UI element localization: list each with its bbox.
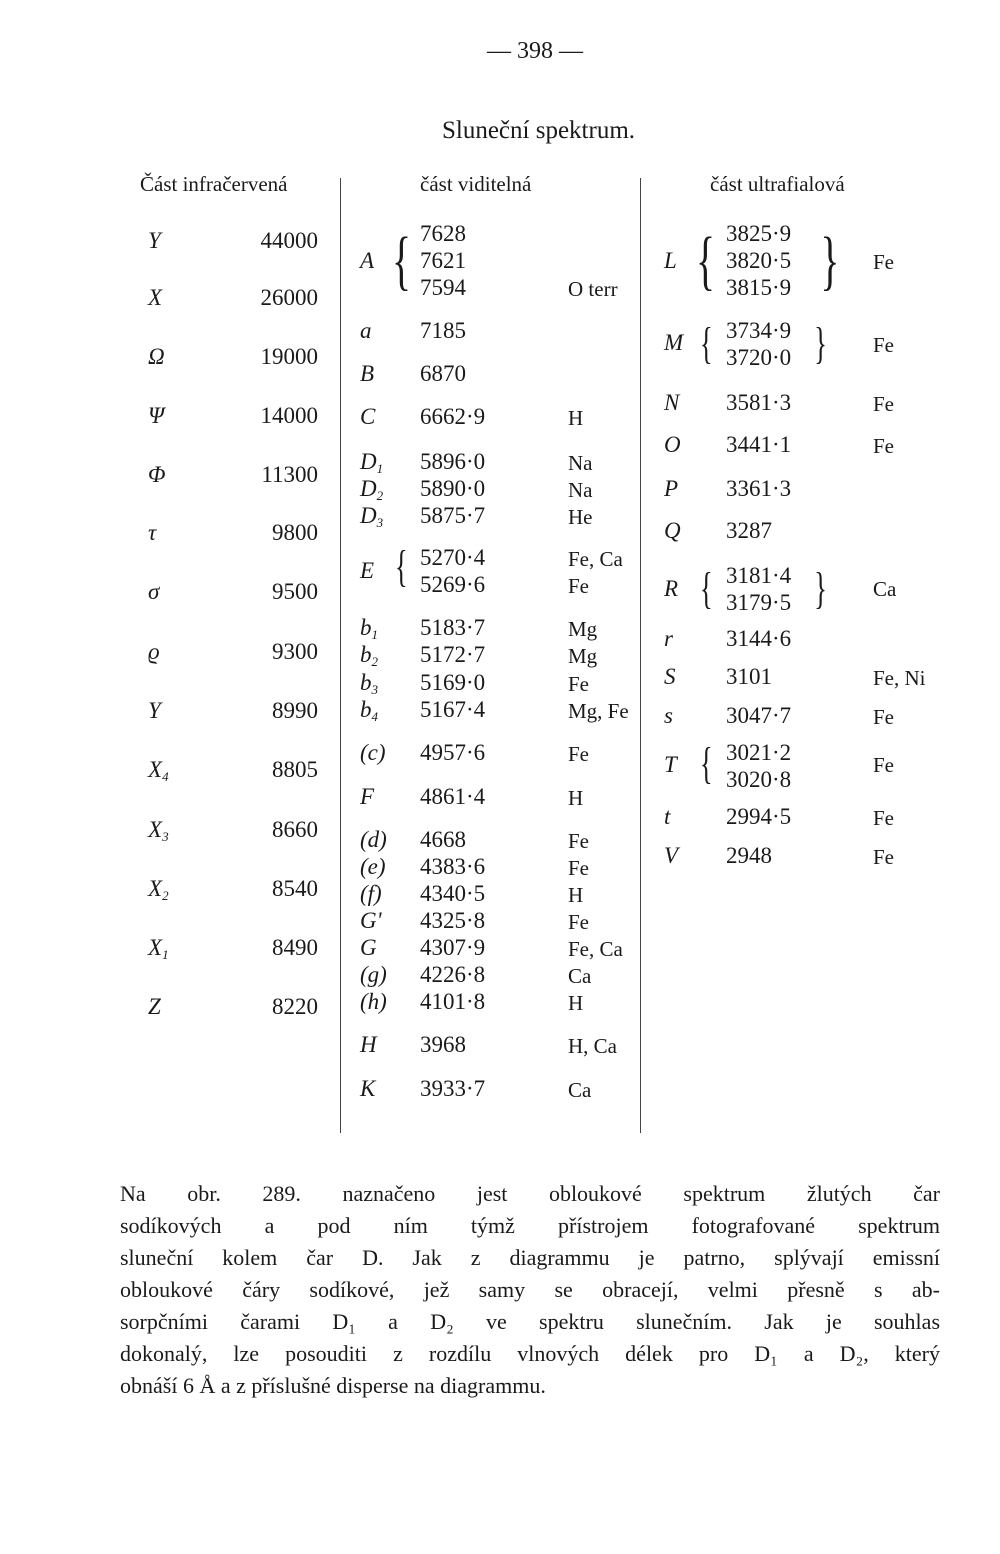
infrared-line-symbol: Φ	[148, 462, 166, 487]
visible-wavelength: 7621	[420, 248, 466, 273]
visible-line-symbol: G	[360, 935, 377, 960]
infrared-wavelength: 9800	[272, 520, 318, 545]
visible-element: Na	[568, 451, 593, 475]
visible-wavelength: 4383·6	[420, 854, 486, 879]
brace-l-open: {	[696, 224, 716, 297]
infrared-line-symbol: X	[148, 285, 163, 310]
ultraviolet-wavelength: 2948	[726, 843, 772, 868]
ultraviolet-wavelength: 3734·9	[726, 318, 792, 343]
visible-element: Na	[568, 478, 593, 502]
ultraviolet-wavelength: 3441·1	[726, 432, 792, 457]
visible-element: H	[568, 786, 584, 810]
body-paragraph	[120, 1178, 940, 1402]
visible-line-symbol: $b_3$	[360, 670, 378, 697]
visible-wavelength: 4325·8	[420, 908, 486, 933]
ultraviolet-line-symbol: S	[664, 664, 676, 689]
paragraph-line: sorpčními čarami D₁ a D₂ ve spektru slunečním. Jak je souhlas	[120, 1309, 940, 1334]
infrared-line-symbol: Υ	[148, 228, 161, 253]
ultraviolet-wavelength: 3815·9	[726, 275, 792, 300]
visible-wavelength: 3933·7	[420, 1076, 486, 1101]
visible-line-symbol: (e)	[360, 854, 386, 879]
visible-wavelength: 3968	[420, 1032, 466, 1057]
ultraviolet-element: Fe	[873, 806, 894, 830]
visible-wavelength: 4340·5	[420, 881, 486, 906]
visible-line-symbol: G'	[360, 908, 382, 933]
ultraviolet-element: Fe, Ni	[873, 666, 926, 690]
infrared-line-symbol: τ	[148, 520, 157, 545]
infrared-wavelength: 8990	[272, 698, 318, 723]
ultraviolet-element: Fe	[873, 705, 894, 729]
brace-e: {	[395, 542, 408, 591]
infrared-line-symbol: $X_1$	[148, 935, 169, 962]
visible-wavelength: 6662·9	[420, 404, 486, 429]
ultraviolet-wavelength: 3287	[726, 518, 772, 543]
visible-element: H, Ca	[568, 1034, 617, 1058]
infrared-wavelength: 9300	[272, 639, 318, 664]
visible-line-symbol: $D_2$	[360, 476, 384, 503]
visible-line-symbol: F	[360, 784, 375, 809]
ultraviolet-wavelength: 3179·5	[726, 590, 792, 615]
visible-wavelength: 6870	[420, 361, 466, 386]
visible-element: Mg	[568, 617, 598, 641]
infrared-wavelength: 26000	[260, 285, 318, 310]
infrared-line-symbol: Ψ	[148, 403, 165, 428]
visible-line-symbol: $b_4$	[360, 697, 378, 724]
visible-element: Fe	[568, 910, 589, 934]
paragraph-line: sluneční kolem čar D. Jak z diagrammu je patrno, splývají emissní	[120, 1245, 940, 1270]
paragraph-line: obloukové čáry sodíkové, jež samy se obracejí, velmi přesně s ab-	[120, 1277, 940, 1302]
ultraviolet-wavelength: 3021·2	[726, 740, 792, 765]
visible-line-symbol: E	[360, 558, 375, 583]
visible-wavelength: 7185	[420, 318, 466, 343]
visible-wavelength: 5269·6	[420, 572, 486, 597]
visible-wavelength: 4226·8	[420, 962, 486, 987]
visible-element: H	[568, 991, 584, 1015]
brace-m-open: {	[700, 319, 713, 368]
visible-wavelength: 5270·4	[420, 545, 486, 570]
visible-element: H	[568, 406, 584, 430]
ultraviolet-element: Fe	[873, 250, 894, 274]
brace-t-open: {	[700, 739, 713, 788]
ultraviolet-line-symbol: V	[664, 843, 679, 868]
brace-l-close: {	[820, 224, 840, 297]
visible-element: Fe, Ca	[568, 547, 623, 571]
visible-line-symbol: $D_1$	[360, 449, 384, 476]
infrared-wavelength: 8540	[272, 876, 318, 901]
brace-m-close: {	[814, 319, 827, 368]
paragraph-line: sodíkových a pod ním týmž přístrojem fotografované spektrum	[120, 1213, 940, 1238]
brace-r-close: {	[814, 564, 827, 613]
visible-line-symbol: K	[360, 1076, 376, 1101]
ultraviolet-wavelength: 2994·5	[726, 804, 792, 829]
paragraph-line: obnáší 6 Å a z příslušné disperse na diagrammu.	[120, 1373, 546, 1398]
visible-element: Ca	[568, 964, 592, 988]
visible-element: Fe	[568, 574, 589, 598]
infrared-wavelength: 8490	[272, 935, 318, 960]
visible-line-symbol: (c)	[360, 740, 386, 765]
infrared-line-symbol: $X_3$	[148, 817, 169, 844]
paragraph-line: Na obr. 289. naznačeno jest obloukové spektrum žlutých čar	[120, 1181, 940, 1206]
ultraviolet-wavelength: 3581·3	[726, 390, 792, 415]
page-title: Sluneční spektrum.	[441, 117, 636, 144]
visible-line-symbol: (h)	[360, 989, 387, 1014]
infrared-line-symbol: Y	[148, 698, 161, 723]
visible-wavelength: 5183·7	[420, 615, 486, 640]
visible-line-symbol: A	[360, 248, 375, 273]
visible-wavelength: 4668	[420, 827, 466, 852]
infrared-wavelength: 19000	[260, 344, 318, 369]
visible-wavelength: 7628	[420, 221, 466, 246]
visible-wavelength: 4307·9	[420, 935, 486, 960]
ultraviolet-line-symbol: R	[664, 576, 679, 601]
ultraviolet-element: Fe	[873, 333, 894, 357]
brace-a: {	[392, 224, 412, 297]
visible-element: Fe, Ca	[568, 937, 623, 961]
visible-wavelength: 4101·8	[420, 989, 486, 1014]
visible-line-symbol: $b_1$	[360, 615, 378, 642]
visible-element: H	[568, 883, 584, 907]
infrared-wavelength: 9500	[272, 579, 318, 604]
visible-line-symbol: H	[360, 1032, 377, 1057]
infrared-line-symbol: Z	[148, 994, 161, 1019]
ultraviolet-line-symbol: t	[664, 804, 671, 829]
visible-element: Fe	[568, 742, 589, 766]
visible-line-symbol: $D_3$	[360, 503, 384, 530]
ultraviolet-element: Fe	[873, 845, 894, 869]
ultraviolet-line-symbol: r	[664, 626, 673, 651]
infrared-line-symbol: ϱ	[148, 639, 160, 664]
ultraviolet-wavelength: 3144·6	[726, 626, 792, 651]
visible-wavelength: 5172·7	[420, 642, 486, 667]
column-header-visible: část viditelná	[420, 172, 532, 196]
column-header-ultraviolet: část ultrafialová	[710, 172, 845, 196]
visible-element: Mg, Fe	[568, 699, 629, 723]
visible-wavelength: 5169·0	[420, 670, 486, 695]
visible-wavelength: 5875·7	[420, 503, 486, 528]
paragraph-line: dokonalý, lze posouditi z rozdílu vlnových délek pro D₁ a D₂, který	[120, 1341, 940, 1366]
visible-line-symbol: (g)	[360, 962, 387, 987]
visible-wavelength: 5167·4	[420, 697, 486, 722]
infrared-wavelength: 8805	[272, 757, 318, 782]
visible-element: Fe	[568, 829, 589, 853]
ultraviolet-element: Ca	[873, 577, 897, 601]
brace-r-open: {	[700, 564, 713, 613]
ultraviolet-line-symbol: N	[664, 390, 680, 415]
infrared-wavelength: 14000	[260, 403, 318, 428]
infrared-line-symbol: σ	[148, 579, 160, 604]
visible-wavelength: 4861·4	[420, 784, 486, 809]
visible-wavelength: 5890·0	[420, 476, 486, 501]
ultraviolet-line-symbol: P	[664, 476, 679, 501]
infrared-line-symbol: $X_4$	[148, 757, 169, 784]
infrared-line-symbol: Ω	[148, 344, 165, 369]
visible-wavelength: 4957·6	[420, 740, 486, 765]
ultraviolet-wavelength: 3101	[726, 664, 772, 689]
ultraviolet-wavelength: 3825·9	[726, 221, 792, 246]
column-header-infrared: Část infračervená	[140, 172, 288, 196]
visible-element: Fe	[568, 856, 589, 880]
ultraviolet-line-symbol: T	[664, 752, 677, 777]
ultraviolet-wavelength: 3720·0	[726, 345, 792, 370]
ultraviolet-wavelength: 3047·7	[726, 703, 792, 728]
infrared-wavelength: 44000	[260, 228, 318, 253]
infrared-wavelength: 11300	[261, 462, 318, 487]
visible-line-symbol: $b_2$	[360, 642, 378, 669]
column-divider-right	[640, 178, 641, 1133]
page-number: — 398 —	[487, 38, 583, 64]
visible-wavelength: 5896·0	[420, 449, 486, 474]
visible-line-symbol: (f)	[360, 881, 382, 906]
ultraviolet-line-symbol: O	[664, 432, 681, 457]
ultraviolet-wavelength: 3181·4	[726, 563, 792, 588]
visible-element: O terr	[568, 277, 618, 301]
ultraviolet-wavelength: 3361·3	[726, 476, 792, 501]
ultraviolet-element: Fe	[873, 392, 894, 416]
ultraviolet-line-symbol: Q	[664, 518, 681, 543]
visible-element: Ca	[568, 1078, 592, 1102]
ultraviolet-line-symbol: M	[664, 330, 684, 355]
ultraviolet-line-symbol: s	[664, 703, 673, 728]
column-divider-left	[340, 178, 341, 1133]
visible-line-symbol: C	[360, 404, 376, 429]
ultraviolet-wavelength: 3820·5	[726, 248, 792, 273]
visible-line-symbol: a	[360, 318, 372, 343]
infrared-line-symbol: $X_2$	[148, 876, 169, 903]
ultraviolet-wavelength: 3020·8	[726, 767, 792, 792]
visible-wavelength: 7594	[420, 275, 466, 300]
ultraviolet-element: Fe	[873, 753, 894, 777]
visible-element: Mg	[568, 644, 598, 668]
infrared-wavelength: 8660	[272, 817, 318, 842]
visible-element: He	[568, 505, 593, 529]
visible-element: Fe	[568, 672, 589, 696]
infrared-wavelength: 8220	[272, 994, 318, 1019]
visible-line-symbol: (d)	[360, 827, 387, 852]
ultraviolet-element: Fe	[873, 434, 894, 458]
ultraviolet-line-symbol: L	[664, 248, 677, 273]
visible-line-symbol: B	[360, 361, 375, 386]
